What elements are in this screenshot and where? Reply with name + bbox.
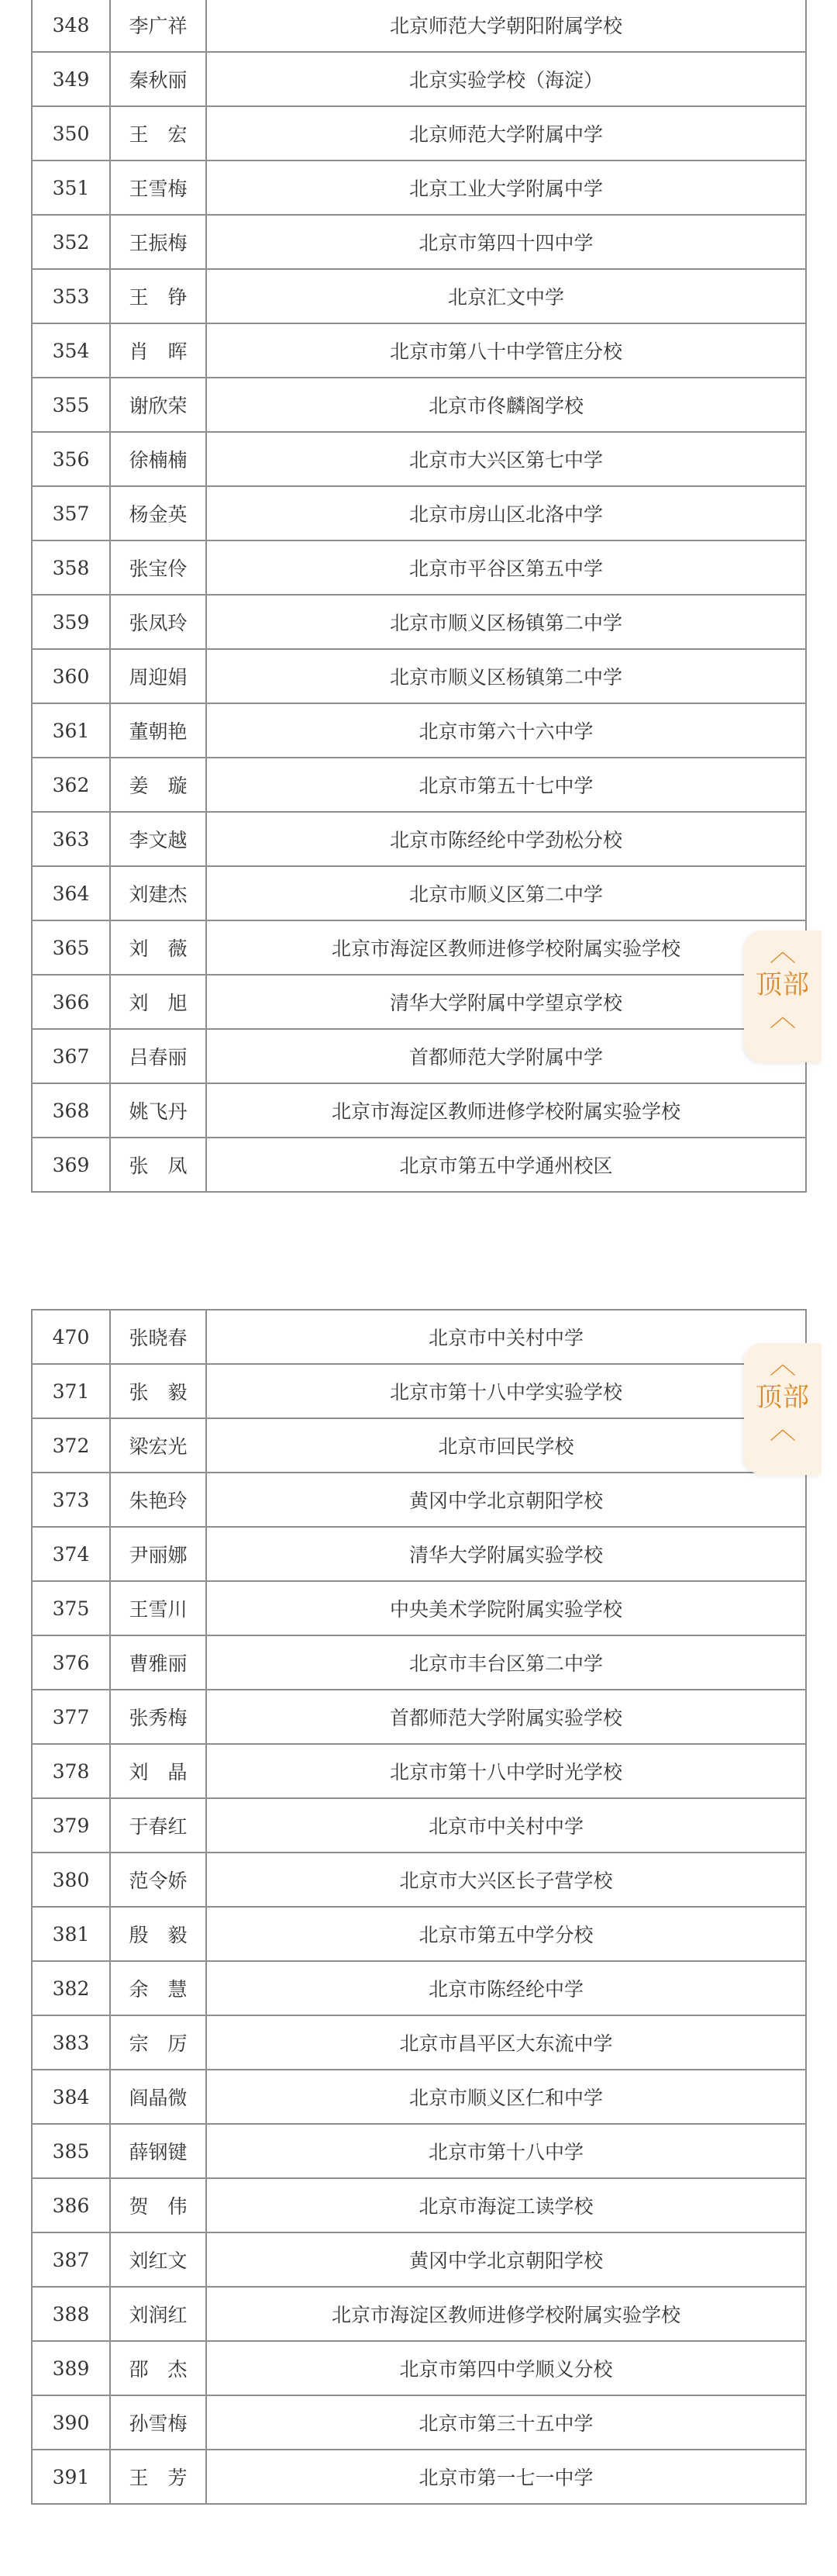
table-row xyxy=(32,52,806,106)
row-number: 355 xyxy=(32,378,110,432)
school-name: 北京市海淀工读学校 xyxy=(206,2178,806,2232)
teacher-name: 张宝伶 xyxy=(110,540,206,595)
school-name: 北京市第五十七中学 xyxy=(206,758,806,812)
teacher-name: 王 宏 xyxy=(110,106,206,161)
row-number: 371 xyxy=(32,1364,110,1418)
teacher-name: 王振梅 xyxy=(110,215,206,269)
row-number: 360 xyxy=(32,649,110,703)
school-name: 北京市丰台区第二中学 xyxy=(206,1635,806,1690)
school-name: 黄冈中学北京朝阳学校 xyxy=(206,1473,806,1527)
teacher-name: 殷 毅 xyxy=(110,1907,206,1961)
row-number: 350 xyxy=(32,106,110,161)
table-row xyxy=(32,2124,806,2178)
school-name: 北京市第一七一中学 xyxy=(206,2450,806,2504)
teacher-name: 吕春丽 xyxy=(110,1029,206,1083)
teacher-name: 王 芳 xyxy=(110,2450,206,2504)
table-row xyxy=(32,1138,806,1192)
school-name: 北京市第五中学通州校区 xyxy=(206,1138,806,1192)
table-row xyxy=(32,2070,806,2124)
row-number: 356 xyxy=(32,432,110,486)
school-name: 清华大学附属实验学校 xyxy=(206,1527,806,1581)
teacher-name: 张晓春 xyxy=(110,1310,206,1364)
school-name: 北京工业大学附属中学 xyxy=(206,161,806,215)
table-row xyxy=(32,378,806,432)
row-number: 390 xyxy=(32,2395,110,2450)
school-name: 北京市第十八中学实验学校 xyxy=(206,1364,806,1418)
school-name: 北京市顺义区杨镇第二中学 xyxy=(206,649,806,703)
table-row xyxy=(32,2395,806,2450)
teacher-name: 姚飞丹 xyxy=(110,1083,206,1138)
chevron-up-icon: ︿ xyxy=(770,1349,796,1380)
row-number: 348 xyxy=(32,0,110,52)
school-name: 北京市海淀区教师进修学校附属实验学校 xyxy=(206,1083,806,1138)
row-number: 353 xyxy=(32,269,110,323)
row-number: 384 xyxy=(32,2070,110,2124)
row-number: 379 xyxy=(32,1798,110,1853)
school-name: 北京市房山区北洛中学 xyxy=(206,486,806,540)
teacher-name: 秦秋丽 xyxy=(110,52,206,106)
table-row xyxy=(32,1744,806,1798)
table-row xyxy=(32,1473,806,1527)
row-number: 386 xyxy=(32,2178,110,2232)
teacher-name: 王雪梅 xyxy=(110,161,206,215)
teacher-name: 刘 旭 xyxy=(110,975,206,1029)
row-number: 357 xyxy=(32,486,110,540)
teacher-name: 朱艳玲 xyxy=(110,1473,206,1527)
school-name: 北京市顺义区仁和中学 xyxy=(206,2070,806,2124)
row-number: 377 xyxy=(32,1690,110,1744)
row-number: 369 xyxy=(32,1138,110,1192)
school-name: 中央美术学院附属实验学校 xyxy=(206,1581,806,1635)
teacher-name: 张凤玲 xyxy=(110,595,206,649)
table-row xyxy=(32,0,806,52)
row-number: 378 xyxy=(32,1744,110,1798)
teacher-name: 阎晶微 xyxy=(110,2070,206,2124)
teacher-name: 邵 杰 xyxy=(110,2341,206,2395)
table-row xyxy=(32,2287,806,2341)
row-number: 391 xyxy=(32,2450,110,2504)
row-number: 364 xyxy=(32,866,110,920)
table-row xyxy=(32,2450,806,2504)
teacher-name: 张 凤 xyxy=(110,1138,206,1192)
back-to-top-label: 顶部 xyxy=(756,969,810,1000)
table-row xyxy=(32,1364,806,1418)
teacher-name: 宗 厉 xyxy=(110,2015,206,2070)
table-row xyxy=(32,161,806,215)
row-number: 383 xyxy=(32,2015,110,2070)
school-name: 北京市大兴区长子营学校 xyxy=(206,1853,806,1907)
teacher-name: 徐楠楠 xyxy=(110,432,206,486)
row-number: 365 xyxy=(32,920,110,975)
teacher-name: 刘 薇 xyxy=(110,920,206,975)
row-number: 363 xyxy=(32,812,110,866)
row-number: 349 xyxy=(32,52,110,106)
teacher-table-1 xyxy=(31,0,807,1193)
row-number: 359 xyxy=(32,595,110,649)
table-row xyxy=(32,1690,806,1744)
teacher-name: 于春红 xyxy=(110,1798,206,1853)
school-name: 北京市中关村中学 xyxy=(206,1798,806,1853)
school-name: 北京市顺义区第二中学 xyxy=(206,866,806,920)
school-name: 北京市昌平区大东流中学 xyxy=(206,2015,806,2070)
table-row xyxy=(32,269,806,323)
row-number: 382 xyxy=(32,1961,110,2015)
teacher-name: 尹丽娜 xyxy=(110,1527,206,1581)
school-name: 北京市陈经纶中学劲松分校 xyxy=(206,812,806,866)
teacher-name: 范令娇 xyxy=(110,1853,206,1907)
teacher-name: 董朝艳 xyxy=(110,703,206,758)
row-number: 380 xyxy=(32,1853,110,1907)
row-number: 376 xyxy=(32,1635,110,1690)
school-name: 清华大学附属中学望京学校 xyxy=(206,975,806,1029)
school-name: 北京实验学校（海淀） xyxy=(206,52,806,106)
teacher-name: 刘 晶 xyxy=(110,1744,206,1798)
table-row xyxy=(32,1527,806,1581)
school-name: 北京市第六十六中学 xyxy=(206,703,806,758)
school-name: 北京师范大学附属中学 xyxy=(206,106,806,161)
school-name: 北京市顺义区杨镇第二中学 xyxy=(206,595,806,649)
teacher-name: 姜 璇 xyxy=(110,758,206,812)
table-row xyxy=(32,595,806,649)
table-row xyxy=(32,758,806,812)
teacher-name: 孙雪梅 xyxy=(110,2395,206,2450)
table-row xyxy=(32,486,806,540)
row-number: 381 xyxy=(32,1907,110,1961)
back-to-top-label: 顶部 xyxy=(756,1382,810,1413)
school-name: 北京市海淀区教师进修学校附属实验学校 xyxy=(206,920,806,975)
row-number: 368 xyxy=(32,1083,110,1138)
teacher-name: 李广祥 xyxy=(110,0,206,52)
table-row xyxy=(32,975,806,1029)
school-name: 北京市第四十四中学 xyxy=(206,215,806,269)
row-number: 352 xyxy=(32,215,110,269)
table-row xyxy=(32,106,806,161)
table-row xyxy=(32,1635,806,1690)
table-row xyxy=(32,432,806,486)
teacher-name: 梁宏光 xyxy=(110,1418,206,1473)
table-row xyxy=(32,812,806,866)
row-number: 388 xyxy=(32,2287,110,2341)
school-name: 北京市第十八中学 xyxy=(206,2124,806,2178)
row-number: 470 xyxy=(32,1310,110,1364)
teacher-name: 贺 伟 xyxy=(110,2178,206,2232)
school-name: 北京市中关村中学 xyxy=(206,1310,806,1364)
teacher-name: 薛钢键 xyxy=(110,2124,206,2178)
row-number: 367 xyxy=(32,1029,110,1083)
table-row xyxy=(32,920,806,975)
teacher-name: 刘润红 xyxy=(110,2287,206,2341)
row-number: 374 xyxy=(32,1527,110,1581)
table-row xyxy=(32,2232,806,2287)
table-row xyxy=(32,1581,806,1635)
table-row xyxy=(32,1798,806,1853)
school-name: 北京市第五中学分校 xyxy=(206,1907,806,1961)
school-name: 首都师范大学附属实验学校 xyxy=(206,1690,806,1744)
school-name: 北京市第十八中学时光学校 xyxy=(206,1744,806,1798)
teacher-name: 张 毅 xyxy=(110,1364,206,1418)
table-row xyxy=(32,2341,806,2395)
school-name: 北京市平谷区第五中学 xyxy=(206,540,806,595)
teacher-name: 谢欣荣 xyxy=(110,378,206,432)
chevron-up-icon: ︿ xyxy=(770,1414,796,1445)
school-name: 北京汇文中学 xyxy=(206,269,806,323)
teacher-name: 肖 晖 xyxy=(110,323,206,378)
teacher-name: 杨金英 xyxy=(110,486,206,540)
teacher-name: 刘建杰 xyxy=(110,866,206,920)
row-number: 389 xyxy=(32,2341,110,2395)
school-name: 北京师范大学朝阳附属学校 xyxy=(206,0,806,52)
row-number: 362 xyxy=(32,758,110,812)
back-to-top-button[interactable] xyxy=(744,931,822,1062)
table-row xyxy=(32,1083,806,1138)
teacher-table-2 xyxy=(31,1309,807,2505)
table-row xyxy=(32,1310,806,1364)
school-name: 北京市回民学校 xyxy=(206,1418,806,1473)
table-row xyxy=(32,703,806,758)
back-to-top-button[interactable] xyxy=(744,1343,822,1475)
table-row xyxy=(32,2178,806,2232)
table-row xyxy=(32,323,806,378)
school-name: 北京市陈经纶中学 xyxy=(206,1961,806,2015)
teacher-name: 王 铮 xyxy=(110,269,206,323)
row-number: 387 xyxy=(32,2232,110,2287)
table-row xyxy=(32,540,806,595)
school-name: 北京市大兴区第七中学 xyxy=(206,432,806,486)
teacher-name: 刘红文 xyxy=(110,2232,206,2287)
school-name: 首都师范大学附属中学 xyxy=(206,1029,806,1083)
school-name: 北京市第四中学顺义分校 xyxy=(206,2341,806,2395)
school-name: 北京市海淀区教师进修学校附属实验学校 xyxy=(206,2287,806,2341)
table-row xyxy=(32,1418,806,1473)
table-row xyxy=(32,1961,806,2015)
table-row xyxy=(32,1029,806,1083)
row-number: 351 xyxy=(32,161,110,215)
teacher-name: 余 慧 xyxy=(110,1961,206,2015)
row-number: 385 xyxy=(32,2124,110,2178)
row-number: 375 xyxy=(32,1581,110,1635)
teacher-name: 张秀梅 xyxy=(110,1690,206,1744)
table-row xyxy=(32,1853,806,1907)
table-row xyxy=(32,649,806,703)
row-number: 361 xyxy=(32,703,110,758)
school-name: 北京市第三十五中学 xyxy=(206,2395,806,2450)
teacher-name: 曹雅丽 xyxy=(110,1635,206,1690)
chevron-up-icon: ︿ xyxy=(770,1002,796,1033)
school-name: 黄冈中学北京朝阳学校 xyxy=(206,2232,806,2287)
table-row xyxy=(32,866,806,920)
row-number: 358 xyxy=(32,540,110,595)
row-number: 372 xyxy=(32,1418,110,1473)
row-number: 354 xyxy=(32,323,110,378)
school-name: 北京市佟麟阁学校 xyxy=(206,378,806,432)
chevron-up-icon: ︿ xyxy=(770,937,796,968)
table-row xyxy=(32,1907,806,1961)
school-name: 北京市第八十中学管庄分校 xyxy=(206,323,806,378)
teacher-name: 王雪川 xyxy=(110,1581,206,1635)
teacher-name: 李文越 xyxy=(110,812,206,866)
table-row xyxy=(32,2015,806,2070)
row-number: 373 xyxy=(32,1473,110,1527)
teacher-name: 周迎娟 xyxy=(110,649,206,703)
row-number: 366 xyxy=(32,975,110,1029)
table-row xyxy=(32,215,806,269)
